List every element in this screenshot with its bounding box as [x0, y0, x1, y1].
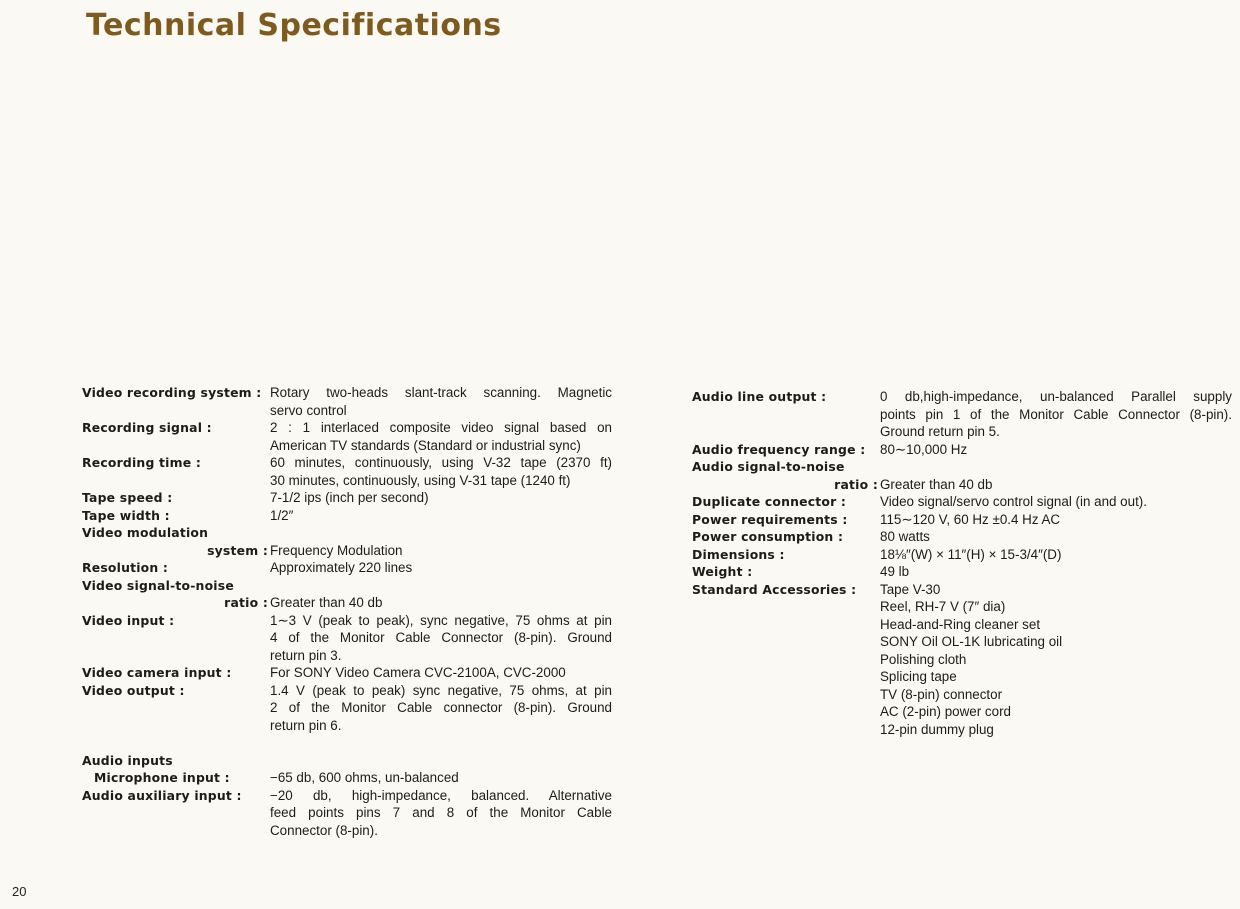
spec-value-line: 1.4 V (peak to peak) sync negative, 75 ohms, at pin	[270, 682, 612, 698]
spec-row	[82, 612, 612, 665]
spec-value-line: American TV standards (Standard or industrial sync)	[270, 437, 581, 453]
spec-value-line: 2 : 1 interlaced composite video signal based on	[270, 420, 612, 435]
spec-label-line: ratio :	[834, 476, 878, 492]
spec-row	[82, 682, 612, 735]
spec-value	[270, 454, 612, 489]
spec-label-line: Recording time :	[82, 455, 201, 470]
spec-row	[692, 546, 1232, 564]
spec-value-line	[880, 458, 1232, 476]
spec-label-line: Audio inputs	[82, 752, 173, 768]
spec-value	[270, 787, 612, 840]
spec-label-line: ratio :	[224, 595, 268, 610]
spec-value	[880, 581, 1232, 739]
spec-value-line: −65 db, 600 ohms, un-balanced	[270, 770, 459, 785]
spec-label	[692, 441, 880, 459]
spec-value	[270, 419, 612, 454]
spec-value-line: 80∼10,000 Hz	[880, 441, 968, 457]
spec-value	[880, 441, 1232, 459]
spec-value	[880, 493, 1232, 511]
spec-label-line: Weight :	[692, 564, 753, 579]
spec-value	[270, 524, 612, 559]
spec-label	[82, 559, 270, 577]
spec-label-line: Audio line output :	[692, 389, 827, 404]
spec-value-line: return pin 6.	[270, 717, 342, 733]
spec-value-line: −20 db, high-impedance, balanced. Alternative	[270, 787, 612, 803]
spec-value-line: Splicing tape	[880, 669, 957, 684]
spec-label	[692, 493, 880, 511]
spec-value	[270, 507, 612, 525]
spec-label-line: Video signal-to-noise	[82, 577, 234, 593]
spec-label-line: system :	[207, 542, 268, 558]
spec-value-line: Connector (8-pin).	[270, 822, 378, 838]
spec-value	[270, 489, 612, 507]
spec-label	[692, 458, 880, 493]
spec-label	[82, 507, 270, 525]
spec-value-line: Tape V-30	[880, 581, 941, 597]
spec-label	[82, 664, 270, 682]
spec-value-line: 80 watts	[880, 529, 930, 544]
spec-value-line: Head-and-Ring cleaner set	[880, 616, 1041, 632]
spec-value	[270, 769, 612, 787]
spec-label	[692, 528, 880, 546]
spec-label-line: Tape width :	[82, 507, 170, 523]
spec-value-line: feed points pins 7 and 8 of the Monitor Cable	[270, 805, 612, 820]
page-number: 20	[12, 884, 27, 899]
spec-value-line: Video signal/servo control signal (in and out).	[880, 494, 1147, 509]
spec-label-line: Video recording system :	[82, 385, 262, 400]
spec-value-line: 115∼120 V, 60 Hz ±0.4 Hz AC	[880, 511, 1061, 527]
spec-row	[82, 489, 612, 507]
spec-value-line: 12-pin dummy plug	[880, 721, 994, 737]
spec-value-line: Greater than 40 db	[270, 595, 383, 610]
spec-label	[82, 787, 270, 805]
spec-value-line	[270, 524, 612, 542]
spec-value-line: Ground return pin 5.	[880, 424, 1000, 439]
spec-value	[270, 682, 612, 735]
spec-label	[692, 546, 880, 564]
spec-label-line: Resolution :	[82, 560, 169, 575]
spec-row	[82, 384, 612, 419]
spec-value	[270, 752, 612, 770]
spec-label	[82, 384, 270, 402]
spec-row	[82, 664, 612, 682]
spec-value-line: 60 minutes, continuously, using V-32 tape (2370 ft)	[270, 455, 612, 470]
spec-row	[82, 787, 612, 840]
spec-value-line: AC (2-pin) power cord	[880, 704, 1011, 719]
spec-label-line: Recording signal :	[82, 420, 212, 435]
spec-label	[82, 682, 270, 700]
spec-row	[692, 528, 1232, 546]
spec-value-line: Polishing cloth	[880, 651, 967, 667]
spec-value-line: Greater than 40 db	[880, 476, 993, 492]
spec-value-line: Rotary two-heads slant-track scanning. Magnetic	[270, 385, 612, 400]
spec-row	[692, 388, 1232, 441]
spec-label	[82, 524, 270, 559]
spec-value-line: 30 minutes, continuously, using V-31 tape (1240 ft)	[270, 472, 571, 488]
spec-label	[692, 581, 880, 599]
spec-row	[82, 454, 612, 489]
spec-label	[82, 612, 270, 630]
spec-value-line	[270, 752, 612, 770]
spec-row	[692, 581, 1232, 739]
spec-label	[692, 388, 880, 406]
spec-label-line: Tape speed :	[82, 490, 173, 505]
spec-gap	[82, 734, 612, 752]
spec-label-line: Audio auxiliary input :	[82, 787, 242, 803]
spec-value	[270, 577, 612, 612]
spec-value-line: TV (8-pin) connector	[880, 686, 1003, 702]
spec-label-line: Video camera input :	[82, 665, 232, 680]
spec-row	[82, 769, 612, 787]
spec-row	[82, 419, 612, 454]
spec-label	[692, 511, 880, 529]
spec-value	[880, 546, 1232, 564]
spec-label-line: Audio frequency range :	[692, 441, 866, 457]
spec-value	[270, 384, 612, 419]
spec-label	[82, 454, 270, 472]
spec-value	[270, 612, 612, 665]
spec-value	[880, 511, 1232, 529]
spec-row	[82, 752, 612, 770]
spec-label	[82, 419, 270, 437]
spec-label	[82, 752, 270, 770]
spec-value	[270, 559, 612, 577]
spec-value	[880, 388, 1232, 441]
spec-value-line: Frequency Modulation	[270, 542, 403, 558]
spec-label-line: Microphone input :	[94, 770, 230, 785]
spec-value	[880, 528, 1232, 546]
spec-value-line: 4 of the Monitor Cable Connector (8-pin). Ground	[270, 630, 612, 645]
spec-label-line: Video input :	[82, 612, 175, 628]
spec-label	[82, 489, 270, 507]
spec-list-right	[692, 388, 1232, 738]
spec-value-line: 7-1/2 ips (inch per second)	[270, 490, 429, 505]
spec-label-line: Power consumption :	[692, 529, 844, 544]
spec-value-line: 2 of the Monitor Cable connector (8-pin). Ground	[270, 700, 612, 715]
spec-label	[692, 563, 880, 581]
spec-row	[82, 559, 612, 577]
spec-row	[692, 493, 1232, 511]
page-title: Technical Specifications	[86, 8, 502, 43]
spec-value-line: Approximately 220 lines	[270, 560, 413, 575]
spec-label-line: Video modulation	[82, 525, 209, 540]
spec-value-line: servo control	[270, 402, 347, 418]
spec-value-line	[270, 577, 612, 595]
spec-row	[692, 458, 1232, 493]
spec-row	[692, 563, 1232, 581]
spec-value-line: 18⅛″(W) × 11″(H) × 15-3/4″(D)	[880, 546, 1062, 562]
spec-value-line: Reel, RH-7 V (7″ dia)	[880, 599, 1006, 614]
spec-value	[880, 458, 1232, 493]
spec-value-line: For SONY Video Camera CVC-2100A, CVC-2000	[270, 665, 566, 680]
spec-label-line: Video output :	[82, 682, 185, 698]
spec-value-line: 49 lb	[880, 564, 910, 579]
spec-label	[82, 577, 270, 612]
spec-value-line: points pin 1 of the Monitor Cable Connector (8-pin).	[880, 406, 1232, 422]
spec-label-line: Audio signal-to-noise	[692, 459, 845, 474]
spec-row	[692, 511, 1232, 529]
spec-row	[82, 524, 612, 559]
spec-value-line: 0 db,high-impedance, un-balanced Parallel supply	[880, 389, 1232, 404]
spec-label-line: Dimensions :	[692, 546, 785, 562]
spec-value-line: SONY Oil OL-1K lubricating oil	[880, 634, 1063, 649]
spec-label-line: Standard Accessories :	[692, 581, 857, 597]
spec-list-left	[82, 384, 612, 839]
spec-value	[880, 563, 1232, 581]
spec-value-line: return pin 3.	[270, 647, 342, 663]
spec-row	[82, 507, 612, 525]
spec-row	[692, 441, 1232, 459]
spec-row	[82, 577, 612, 612]
spec-label	[82, 769, 270, 787]
spec-value-line: 1/2″	[270, 507, 294, 523]
spec-value	[270, 664, 612, 682]
spec-label-line: Power requirements :	[692, 511, 848, 527]
spec-value-line: 1∼3 V (peak to peak), sync negative, 75 ohms at pin	[270, 612, 612, 628]
spec-label-line: Duplicate connector :	[692, 494, 847, 509]
